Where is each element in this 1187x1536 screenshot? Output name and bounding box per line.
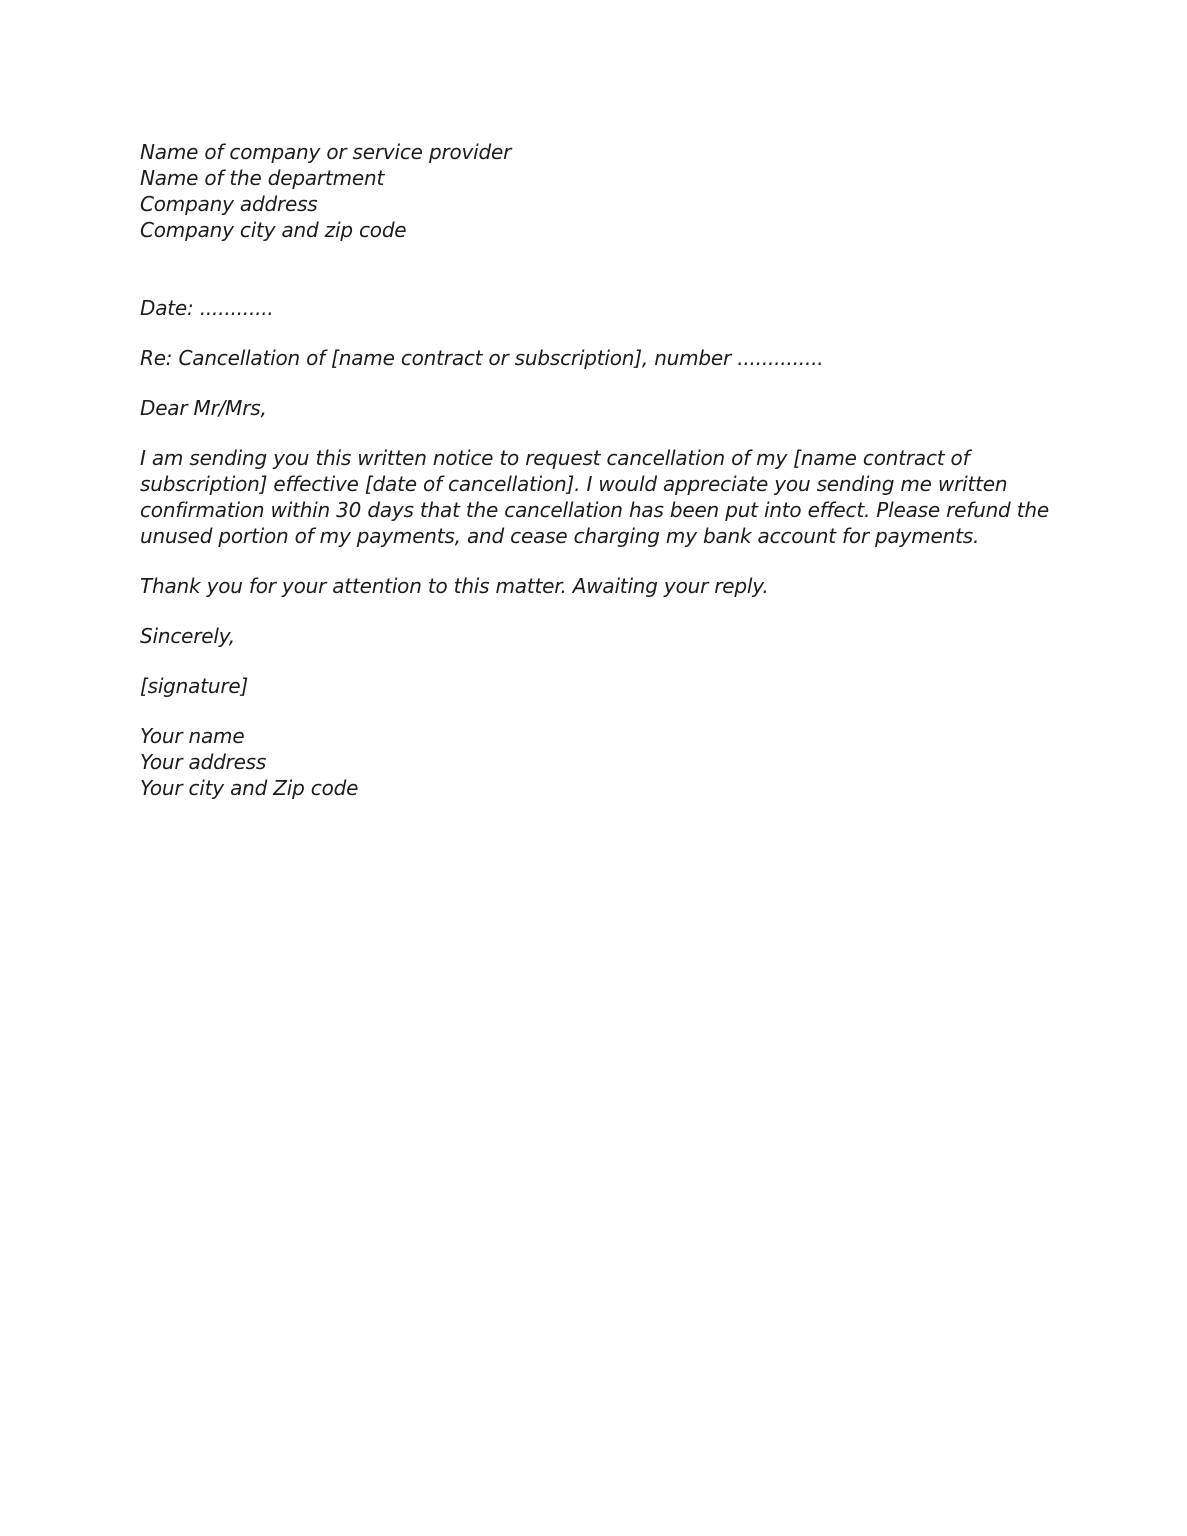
letter-content (140, 139, 1120, 825)
date-line-text: Date: ............ (140, 296, 274, 320)
body-line: I am sending you this written notice to request cancellation of my [name contract of (140, 446, 970, 470)
salutation-text: Dear Mr/Mrs, (140, 396, 267, 420)
signoff (140, 623, 1120, 649)
sender-details (140, 723, 1120, 801)
signoff-text: Sincerely, (140, 624, 235, 648)
body-line: subscription] effective [date of cancellation]. I would appreciate you sending me written (140, 472, 1008, 496)
sender-line: Company city and zip code (140, 218, 407, 242)
sender-detail-line: Your name (140, 724, 245, 748)
sender-detail-line: Your address (140, 750, 267, 774)
closing-paragraph-text: Thank you for your attention to this matter. Awaiting your reply. (140, 574, 769, 598)
signature-placeholder (140, 673, 1120, 699)
subject-line (140, 345, 1120, 371)
closing-paragraph (140, 573, 1120, 599)
subject-line-text: Re: Cancellation of [name contract or subscription], number .............. (140, 346, 824, 370)
body-paragraph (140, 445, 1120, 549)
sender-detail-line: Your city and Zip code (140, 776, 359, 800)
sender-line: Name of the department (140, 166, 385, 190)
sender-block (140, 139, 1120, 243)
signature-placeholder-text: [signature] (140, 674, 249, 698)
body-line: unused portion of my payments, and cease charging my bank account for payments. (140, 524, 980, 548)
body-line: confirmation within 30 days that the cancellation has been put into effect. Please refund the (140, 498, 1049, 522)
salutation (140, 395, 1120, 421)
date-line (140, 295, 1120, 321)
sender-line: Name of company or service provider (140, 140, 512, 164)
sender-line: Company address (140, 192, 318, 216)
